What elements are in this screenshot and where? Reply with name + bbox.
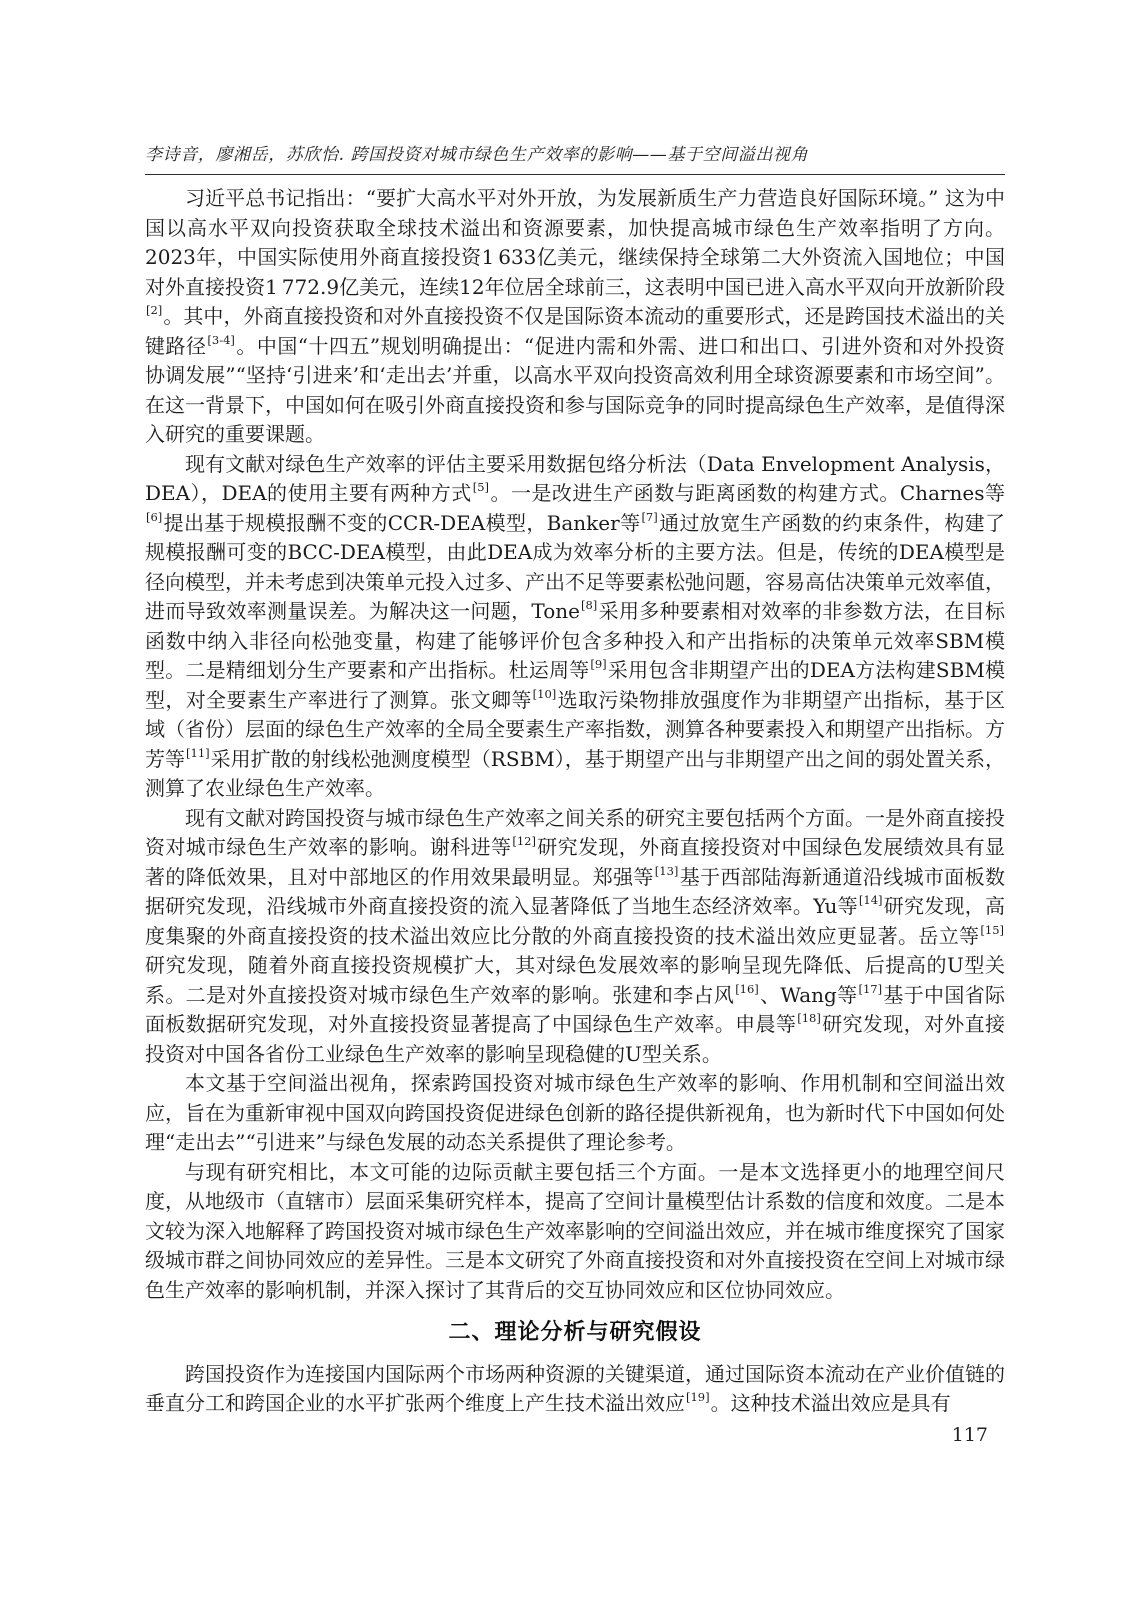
citation-ref: [13] [654,863,679,878]
running-header-citation: 李诗音，廖湘岳，苏欣怡. 跨国投资对城市绿色生产效率的影响——基于空间溢出视角 [145,145,809,165]
citation-ref: [17] [858,981,883,996]
article-body [145,184,1005,1419]
intro-paragraphs [145,184,1005,1305]
section-paragraphs [145,1360,1005,1419]
paragraph: 现有文献对跨国投资与城市绿色生产效率之间关系的研究主要包括两个方面。一是外商直接投资对城市绿色生产效率的影响。谢科进等[12]研究发现，外商直接投资对中国绿色发展绩效具有显著的降低效果，且对中部地区的作用效果最明显。郑强等[13]基于西部陆海新通道沿线城市面板数据研究发现，沿线城市外商直接投资的流入显著降低了当地生态经济效率。Yu等[14]研究发现，高度集聚的外商直接投资的技术溢出效应比分散的外商直接投资的技术溢出效应更显著。岳立等[15]研究发现，随着外商直接投资规模扩大，其对绿色发展效率的影响呈现先降低、后提高的U型关系。二是对外直接投资对城市绿色生产效率的影响。张建和李占风[16]、Wang等[17]基于中国省际面板数据研究发现，对外直接投资显著提高了中国绿色生产效率。申晨等[18]研究发现，对外直接投资对中国各省份工业绿色生产效率的影响呈现稳健的U型关系。 [145,805,1006,1066]
citation-ref: [9] [590,657,607,672]
citation-ref: [7] [641,509,658,524]
citation-ref: [8] [580,598,598,613]
citation-ref: [6] [146,509,163,524]
citation-ref: [12] [512,834,536,849]
citation-ref: [2] [146,303,163,318]
paragraph: 本文基于空间溢出视角，探索跨国投资对城市绿色生产效率的影响、作用机制和空间溢出效应，旨在为重新审视中国双向跨国投资促进绿色创新的路径提供新视角，也为新时代下中国如何处理“走出去”“引进来”与绿色发展的动态关系提供了理论参考。 [145,1071,1005,1154]
citation-ref: [3-4] [207,332,235,347]
citation-ref: [16] [735,981,759,996]
citation-ref: [5] [472,480,490,495]
citation-ref: [15] [980,922,1004,937]
paragraph: 现有文献对绿色生产效率的评估主要采用数据包络分析法（Data Envelopment Analysis，DEA），DEA的使用主要有两种方式[5]。一是改进生产函数与距离函数的构建方式。Charnes等[6]提出基于规模报酬不变的CCR-DEA模型，Banker等[7]通过放宽生产函数的约束条件，构建了规模报酬可变的BCC-DEA模型，由此DEA成为效率分析的主要方法。但是，传统的DEA模型是径向模型，并未考虑到决策单元投入过多、产出不足等要素松弛问题，容易高估决策单元效率值，进而导致效率测量误差。为解决这一问题，Tone[8]采用多种要素相对效率的非参数方法，在目标函数中纳入非径向松弛变量，构建了能够评价包含多种投入和产出指标的决策单元效率SBM模型。二是精细划分生产要素和产出指标。杜运周等[9]采用包含非期望产出的DEA方法构建SBM模型，对全要素生产率进行了测算。张文卿等[10]选取污染物排放强度作为非期望产出指标，基于区域（省份）层面的绿色生产效率的全局全要素生产率指数，测算各种要素投入和期望产出指标。方芳等[11]采用扩散的射线松弛测度模型（RSBM），基于期望产出与非期望产出之间的弱处置关系，测算了农业绿色生产效率。 [145,451,1006,800]
page-number: 117 [951,1424,988,1446]
paragraph: 习近平总书记指出：“要扩大高水平对外开放，为发展新质生产力营造良好国际环境。” 这为中国以高水平双向投资获取全球技术溢出和资源要素，加快提高城市绿色生产效率指明了方向。2023年，中国实际使用外商直接投资1 633亿美元，继续保持全球第二大外资流入国地位；中国对外直接投资1 772.9亿美元，连续12年位居全球前三，这表明中国已进入高水平双向开放新阶段[2]。其中，外商直接投资和对外直接投资不仅是国际资本流动的重要形式，还是跨国技术溢出的关键路径[3-4]。中国“十四五”规划明确提出：“促进内需和外需、进口和出口、引进外资和对外投资协调发展”“坚持‘引进来’和‘走出去’并重，以高水平双向投资高效利用全球资源要素和市场空间”。在这一背景下，中国如何在吸引外商直接投资和参与国际竞争的同时提高绿色生产效率，是值得深入研究的重要课题。 [145,186,1005,446]
citation-ref: [14] [858,893,883,908]
paragraph: 与现有研究相比，本文可能的边际贡献主要包括三个方面。一是本文选择更小的地理空间尺度，从地级市（直辖市）层面采集研究样本，提高了空间计量模型估计系数的信度和效度。二是本文较为深入地解释了跨国投资对城市绿色生产效率影响的空间溢出效应，并在城市维度探究了国家级城市群之间协同效应的差异性。三是本文研究了外商直接投资和对外直接投资在空间上对城市绿色生产效率的影响机制，并深入探讨了其背后的交互协同效应和区位协同效应。 [145,1159,1005,1302]
citation-ref: [11] [186,745,210,760]
section-heading: 二、理论分析与研究假设 [448,1320,702,1345]
citation-ref: [18] [797,1011,821,1026]
citation-ref: [10] [532,686,557,701]
running-header [145,140,1005,175]
paragraph: 跨国投资作为连接国内国际两个市场两种资源的关键渠道，通过国际资本流动在产业价值链的垂直分工和跨国企业的水平扩张两个维度上产生技术溢出效应[19]。这种技术溢出效应是具有 [145,1361,1005,1415]
citation-ref: [19] [686,1390,710,1405]
